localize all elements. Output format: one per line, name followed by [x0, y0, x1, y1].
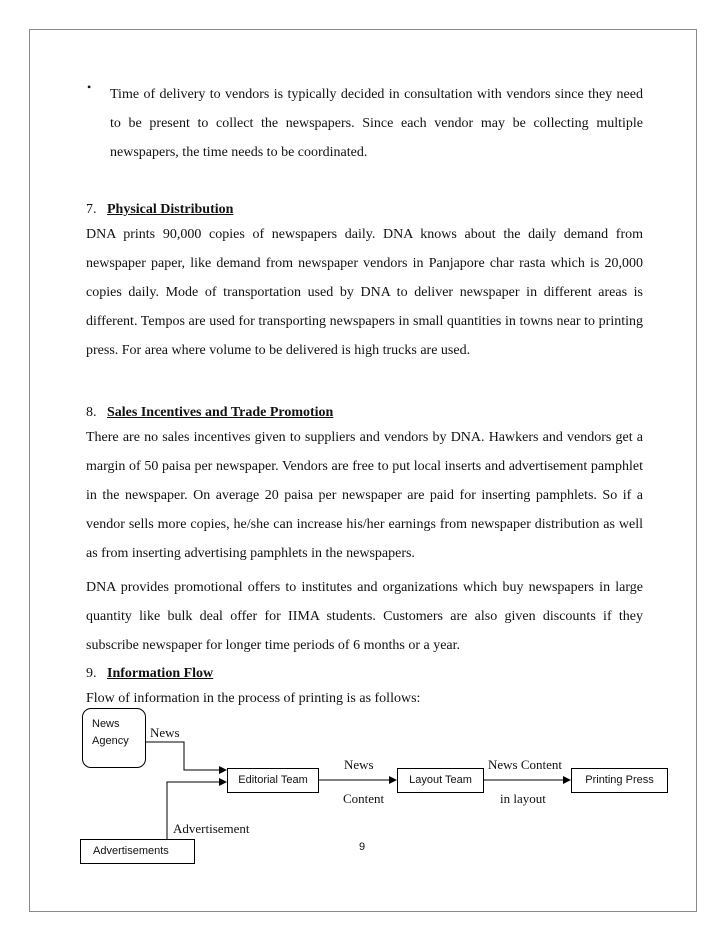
- bullet-text: Time of delivery to vendors is typically decided in consultation with vendors since they need to be present to collect the newspapers. Since each vendor may be collecting multiple newspapers, the time needs to be coordinated.: [110, 87, 643, 160]
- layout-team-box: [397, 768, 484, 793]
- section-8-paragraph-2: DNA provides promotional offers to institutes and organizations which buy newspapers in large quantity like bulk deal offer for IIMA students. Customers are also given discounts if they subscribe newspaper for longer time periods of 6 months or a year.: [86, 580, 643, 653]
- section-9-paragraph: Flow of information in the process of printing is as follows:: [86, 691, 421, 706]
- editorial-team-box: [227, 768, 319, 793]
- label-news-content-bottom: Content: [343, 791, 385, 806]
- section-7-paragraph: DNA prints 90,000 copies of newspapers daily. DNA knows about the daily demand from newspaper paper, like demand from newspaper vendors in Panjapore char rasta which is 20,000 copies daily. Mode of transportation used by DNA to deliver newspaper in different areas is different. Tempos are used for transporting newspapers in small quantities in towns near to printing press. For area where volume to be delivered is high trucks are used.: [86, 227, 643, 358]
- label-news-content-in-layout-top: News Content: [488, 757, 563, 772]
- section-7-title: Physical Distribution: [107, 202, 234, 217]
- section-8-title: Sales Incentives and Trade Promotion: [107, 405, 334, 420]
- document-body: [86, 80, 643, 713]
- advertisements-label: Advertisements: [93, 845, 169, 857]
- label-advertisement: Advertisement: [173, 821, 250, 836]
- page-number: 9: [359, 841, 366, 853]
- section-8-heading: [86, 403, 643, 423]
- section-9-heading: [86, 664, 643, 684]
- news-agency-box: [82, 708, 146, 768]
- section-7-number: 7.: [86, 202, 97, 217]
- editorial-team-label: Editorial Team: [238, 774, 308, 786]
- layout-team-label: Layout Team: [409, 774, 472, 786]
- printing-press-label: Printing Press: [585, 774, 654, 786]
- section-8-paragraph-1: There are no sales incentives given to suppliers and vendors by DNA. Hawkers and vendors get a margin of 50 paisa per newspaper. Vendors are free to put local inserts and advertisement pamphlet in the newspaper. On average 20 paisa per newspaper are paid for inserting pamphlets. So if a vendor sells more copies, he/she can increase his/her earnings from newspaper distribution as well as from inserting advertising pamphlets in the newspapers.: [86, 430, 643, 561]
- section-9-title: Information Flow: [107, 666, 214, 681]
- section-9-number: 9.: [86, 666, 97, 681]
- news-agency-label-line2: Agency: [92, 735, 129, 747]
- label-news-content-top: News: [344, 757, 374, 772]
- bullet-item: [86, 80, 643, 167]
- bullet-dot: •: [87, 80, 92, 94]
- news-agency-label-line1: News: [92, 718, 120, 730]
- label-news: News: [150, 725, 180, 740]
- printing-press-box: [571, 768, 668, 793]
- section-7-heading: [86, 200, 643, 220]
- section-8-number: 8.: [86, 405, 97, 420]
- label-news-content-in-layout-bottom: in layout: [500, 791, 546, 806]
- advertisements-box: [80, 839, 195, 864]
